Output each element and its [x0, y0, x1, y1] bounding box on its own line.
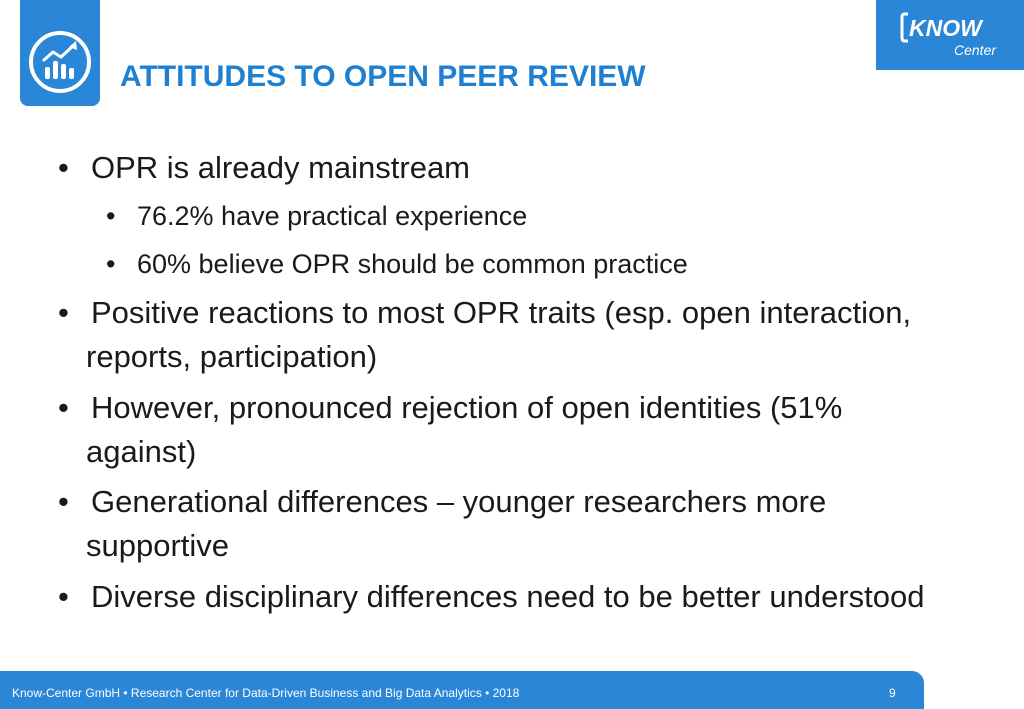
bullet-item: Positive reactions to most OPR traits (esp. open interaction,: [91, 295, 912, 330]
bullet-item: Generational differences – younger researchers more: [91, 484, 827, 519]
bullet-item: Diverse disciplinary differences need to be better understood: [91, 579, 925, 614]
bullet-item: OPR is already mainstream: [91, 150, 471, 185]
sub-bullet-item: 60% believe OPR should be common practice: [137, 249, 688, 279]
bullet-marker: •: [58, 484, 69, 519]
bullet-item: supportive: [86, 528, 230, 563]
bullet-marker: •: [106, 201, 116, 231]
bullet-item: reports, participation): [86, 339, 378, 374]
bullet-item: against): [86, 434, 197, 469]
bullet-marker: •: [58, 390, 69, 425]
footer-text: Know-Center GmbH • Research Center for Data-Driven Business and Big Data Analytics • 2018: [12, 686, 520, 700]
logo-text-center: Center: [954, 42, 997, 58]
bullet-marker: •: [58, 150, 69, 185]
bullet-marker: •: [58, 295, 69, 330]
bullet-item: However, pronounced rejection of open identities (51%: [91, 390, 843, 425]
slide-title: ATTITUDES TO OPEN PEER REVIEW: [120, 60, 646, 93]
footer-bar: [0, 671, 924, 709]
bullet-marker: •: [58, 579, 69, 614]
page-number: 9: [889, 686, 896, 700]
logo-text-know: KNOW: [909, 15, 982, 41]
bullet-marker: •: [106, 249, 116, 279]
sub-bullet-item: 76.2% have practical experience: [137, 201, 528, 231]
